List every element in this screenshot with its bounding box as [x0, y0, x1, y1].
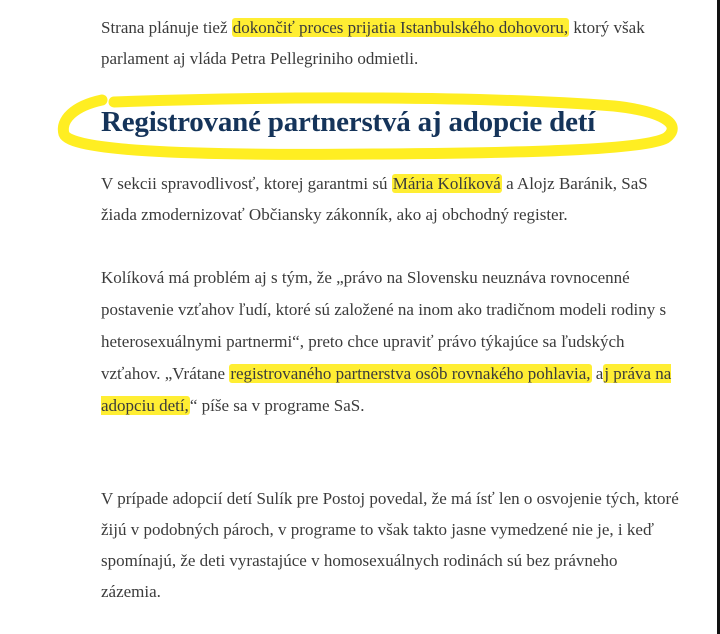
text: a: [591, 364, 604, 383]
text: “ píše sa v programe SaS.: [189, 396, 365, 415]
highlighted-text: registrovaného partnerstva osôb rovnakého pohlavia,: [230, 364, 591, 383]
highlighted-text: j práva na adopciu detí,: [101, 364, 672, 415]
paragraph-spravodlivost: [101, 168, 681, 230]
paragraph-istanbul: [101, 12, 681, 74]
text: V sekcii spravodlivosť, ktorej garantmi sú: [101, 174, 392, 193]
paragraph-kolikova: [101, 262, 681, 422]
text: ktorý však parlament aj vláda Petra Pellegriniho odmietli.: [101, 18, 645, 68]
highlighted-text: dokončiť proces prijatia Istanbulského dohovoru,: [232, 18, 569, 37]
highlighted-name: Mária Kolíková: [392, 174, 501, 193]
paragraph-adopcie: V prípade adopcií detí Sulík pre Postoj povedal, že má ísť len o osvojenie tých, ktoré žijú v podobných pároch, v programe to však takto jasne vymedzené nie je, i keď spomínajú, že deti vyrastajúce v homosexuálnych rodinách sú bez právneho zázemia.: [101, 489, 679, 601]
text: Kolíková má problém aj s tým, že „právo na Slovensku neuznáva rovnocenné postavenie vzťahov ľudí, ktoré sú založené na inom ako tradičnom modeli rodiny s heterosexuálnymi partnermi“, preto chce upraviť právo týkajúce sa ľudských vzťahov. „Vrátane: [101, 268, 667, 383]
text: Strana plánuje tiež: [101, 18, 232, 37]
section-heading-block: [54, 92, 680, 162]
section-heading: Registrované partnerstvá aj adopcie detí: [101, 106, 596, 138]
text: a Alojz Baránik, SaS žiada zmodernizovať Občiansky zákonník, ako aj obchodný register.: [101, 174, 648, 224]
